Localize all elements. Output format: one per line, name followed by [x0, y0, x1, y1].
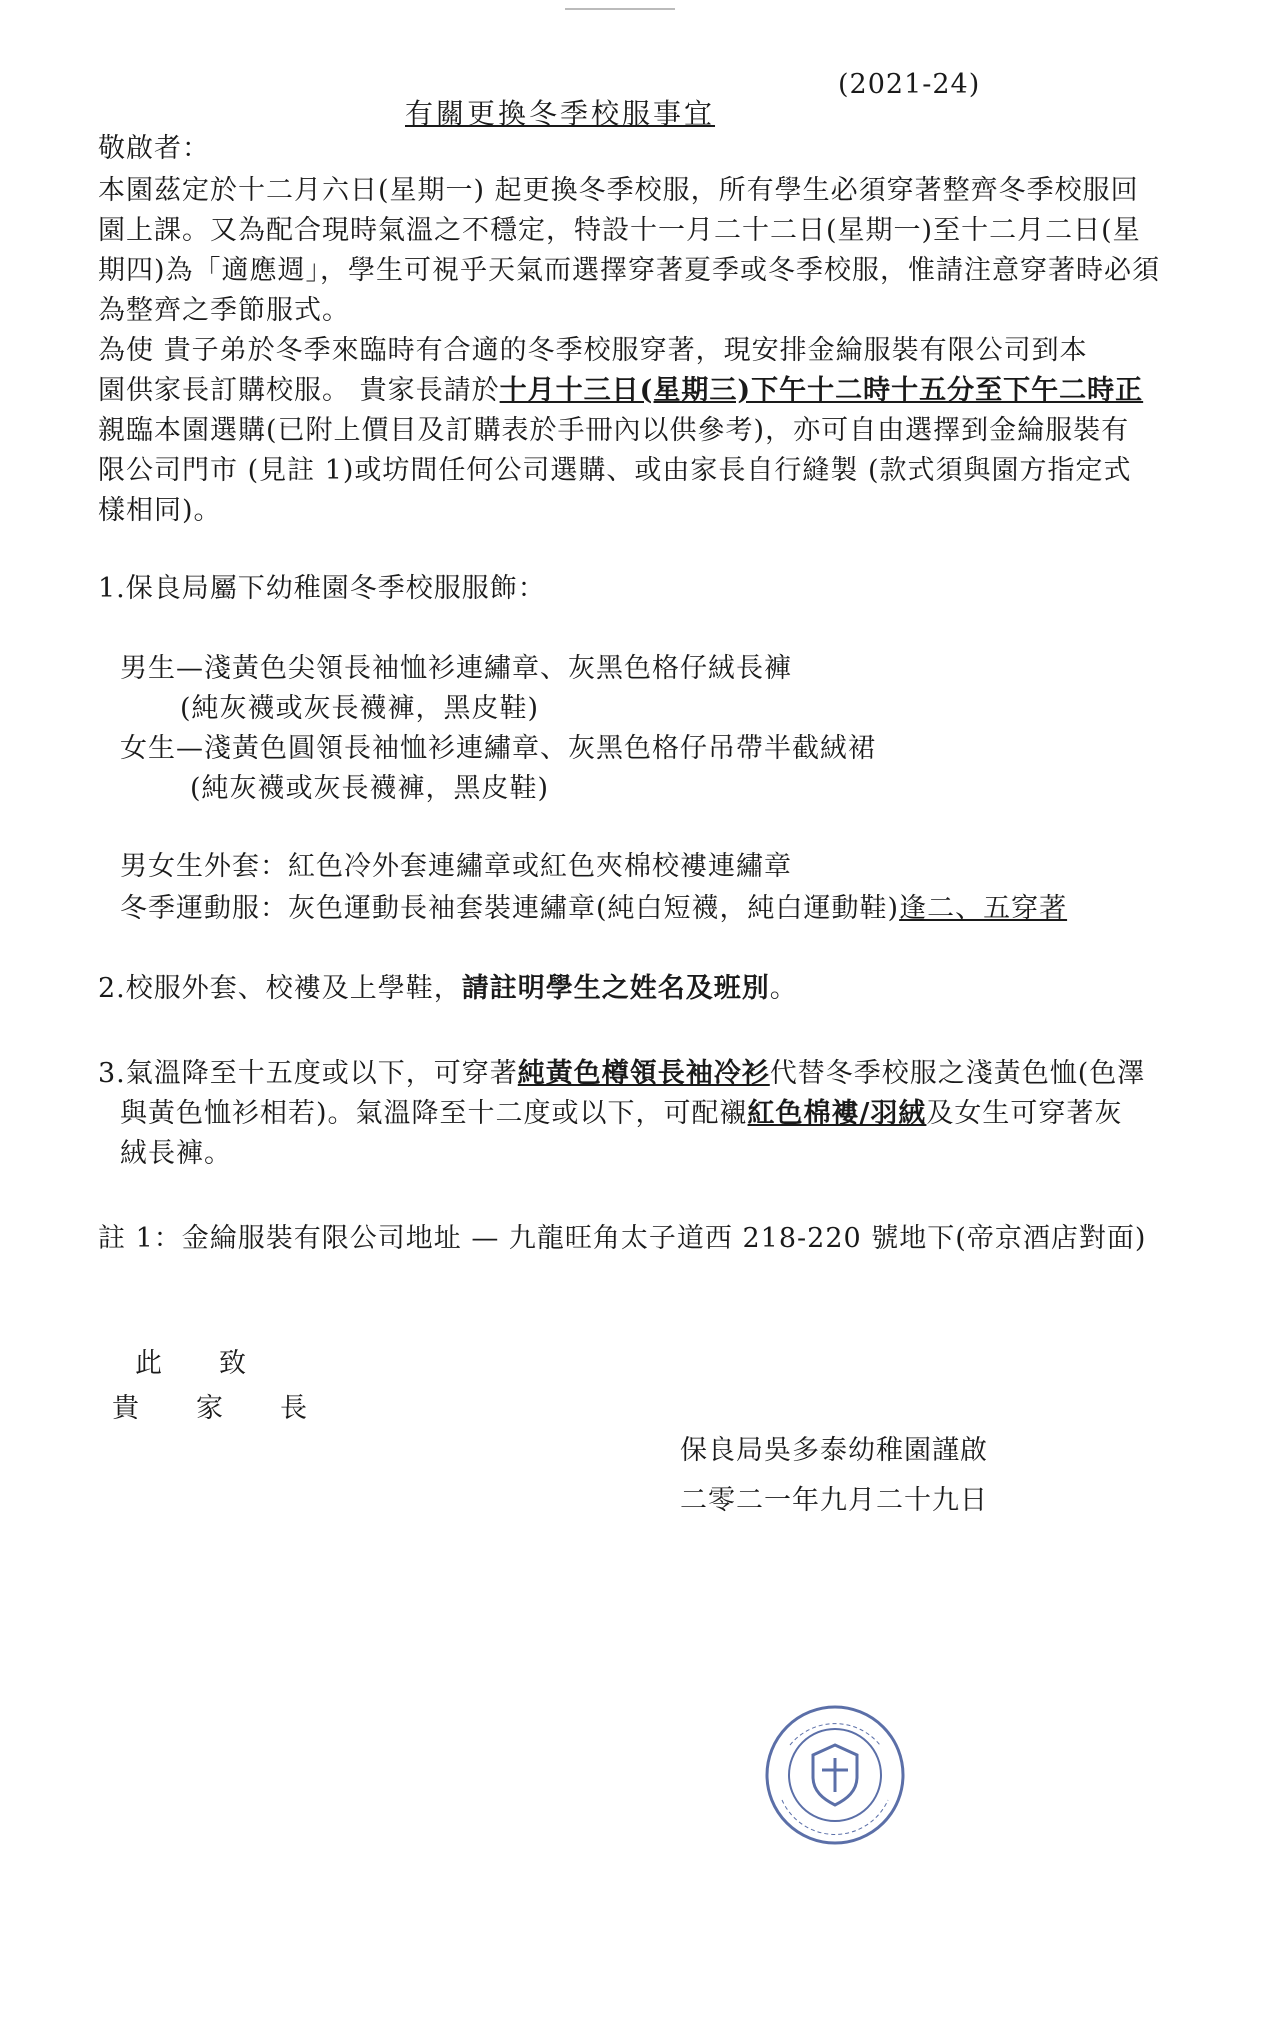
coat-uniform: 男女生外套：紅色冷外套連繡章或紅色夾棉校褸連繡章	[120, 851, 792, 882]
section-3-line-2-rest: 及女生可穿著灰	[926, 1098, 1123, 1129]
paragraph-1-line-2: 園上課。又為配合現時氣溫之不穩定，特設十一月二十二日(星期一)至十二月二日(星	[98, 215, 1141, 246]
paragraph-1-line-3: 期四)為「適應週」，學生可視乎天氣而選擇穿著夏季或冬季校服，惟請注意穿著時必須	[98, 255, 1161, 286]
paragraph-2-line-1: 為使 貴子弟於冬季來臨時有合適的冬季校服穿著，現安排金綸服裝有限公司到本	[98, 335, 1088, 366]
sport-uniform	[120, 890, 1067, 928]
salutation: 敬啟者：	[98, 133, 210, 164]
section-2-emphasis: 請註明學生之姓名及班別	[461, 973, 770, 1004]
section-3-line-3: 絨長褲。	[120, 1138, 232, 1169]
closing-line-2: 貴 家 長	[112, 1393, 308, 1424]
signature: 保良局吳多泰幼稚園謹啟	[680, 1435, 988, 1466]
paragraph-2-line-2-text: 園供家長訂購校服。 貴家長請於	[98, 375, 500, 406]
purchase-time: 十月十三日(星期三)下午十二時十五分至下午二時正	[499, 375, 1144, 406]
section-3-line-2-text: 與黃色恤衫相若)。氣溫降至十二度或以下，可配襯	[120, 1098, 748, 1129]
paragraph-2-line-4: 限公司門市 (見註 1)或坊間任何公司選購、或由家長自行縫製 (款式須與園方指定式	[98, 455, 1132, 486]
school-seal-stamp	[760, 1700, 910, 1850]
paragraph-2-line-5: 樣相同)。	[98, 495, 222, 526]
paragraph-1-line-4: 為整齊之季節服式。	[98, 295, 350, 326]
girls-uniform: 女生—淺黃色圓領長袖恤衫連繡章、灰黑色格仔吊帶半截絨裙	[120, 733, 876, 764]
section-2	[98, 970, 798, 1008]
section-2-text: 2.校服外套、校褸及上學鞋，	[98, 973, 462, 1004]
section-3-line-1-text: 3.氣溫降至十五度或以下，可穿著	[98, 1058, 518, 1089]
section-3-line-2	[120, 1095, 1122, 1133]
reference-number: (2021-24)	[838, 69, 981, 100]
boys-uniform-note: (純灰襪或灰長襪褲，黑皮鞋)	[180, 693, 540, 724]
address-note: 註 1：金綸服裝有限公司地址 — 九龍旺角太子道西 218-220 號地下(帝京酒店對面)	[98, 1223, 1147, 1254]
scan-mark	[565, 8, 675, 10]
letter-date: 二零二一年九月二十九日	[680, 1485, 988, 1516]
boys-uniform: 男生—淺黃色尖領長袖恤衫連繡章、灰黑色格仔絨長褲	[120, 653, 792, 684]
section-2-end: 。	[769, 973, 798, 1004]
jacket-item: 紅色棉褸/羽絨	[747, 1098, 927, 1129]
section-1-heading: 1.保良局屬下幼稚園冬季校服服飾：	[98, 573, 546, 604]
paragraph-2-line-2	[98, 372, 1143, 410]
paragraph-1-line-1: 本園茲定於十二月六日(星期一) 起更換冬季校服，所有學生必須穿著整齊冬季校服回	[98, 175, 1139, 206]
page-title: 有關更換冬季校服事宜	[405, 97, 716, 130]
sport-days: 逢二、五穿著	[899, 893, 1068, 924]
sweater-item: 純黃色樽領長袖冷衫	[517, 1058, 770, 1089]
girls-uniform-note: (純灰襪或灰長襪褲，黑皮鞋)	[190, 773, 550, 804]
closing-line-1: 此 致	[135, 1348, 247, 1379]
sport-uniform-text: 冬季運動服：灰色運動長袖套裝連繡章(純白短襪，純白運動鞋)	[120, 893, 900, 924]
section-3-line-1-rest: 代替冬季校服之淺黃色恤(色澤	[769, 1058, 1146, 1089]
section-3-line-1	[98, 1055, 1145, 1093]
paragraph-2-line-3: 親臨本園選購(已附上價目及訂購表於手冊內以供參考)，亦可自由選擇到金綸服裝有	[98, 415, 1130, 446]
